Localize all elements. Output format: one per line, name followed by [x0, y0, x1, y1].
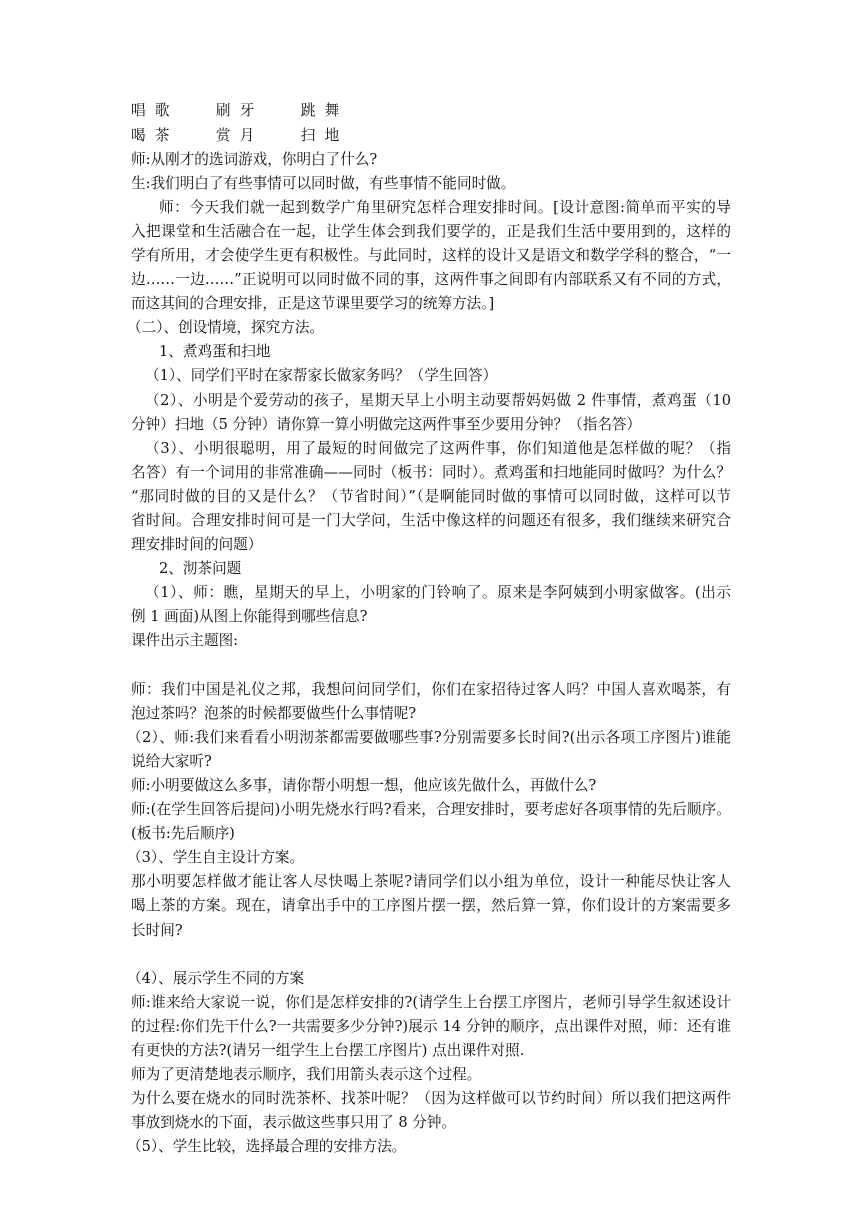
paragraph-line: 师:(在学生回答后提问)小明先烧水行吗?看来，合理安排时，要考虑好各项事情的先后顺序。	[131, 801, 731, 818]
paragraph-line: （3）、小明很聪明，用了最短的时间做完了这两件事，你们知道他是怎样做的呢？（指	[145, 440, 731, 457]
paragraph-line: (板书:先后顺序)	[131, 825, 235, 842]
paragraph-line: 分钟）扫地（5 分钟）请你算一算小明做完这两件事至少要用分钟？（指名答）	[131, 416, 642, 433]
paragraph-line: 边……一边……”正说明可以同时做不同的事，这两件事之间即有内部联系又有不同的方式，	[131, 271, 731, 288]
text-line: （1）、同学们平时在家帮家长做家务吗？（学生回答）	[145, 367, 498, 384]
subsection-heading: 2、沏茶问题	[159, 560, 242, 577]
word-row-1: 唱 歌 刷 牙 跳 舞	[131, 102, 340, 119]
paragraph-line: 名答）有一个词用的非常准确——同时（板书：同时）。煮鸡蛋和扫地能同时做吗？为什么？	[131, 464, 731, 481]
text-line: 师:从刚才的选词游戏，你明白了什么?	[131, 151, 378, 168]
paragraph-line: （2）、小明是个爱劳动的孩子，星期天早上小明主动要帮妈妈做 2 件事情，煮鸡蛋（10	[145, 392, 731, 409]
paragraph-line: （2）、师:我们来看看小明沏茶都需要做哪些事?分别需要多长时间?(出示各项工序图片)谁能	[127, 729, 731, 746]
paragraph-line: 师:谁来给大家说一说，你们是怎样安排的?(请学生上台摆工序图片，老师引导学生叙述设计	[131, 994, 731, 1011]
paragraph-line: （1）、师：瞧，星期天的早上，小明家的门铃响了。原来是李阿姨到小明家做客。(出示	[145, 584, 731, 601]
paragraph-line: 例 1 画面)从图上你能得到哪些信息?	[131, 608, 368, 625]
paragraph-line: 喝上茶的方案。现在，请拿出手中的工序图片摆一摆，然后算一算，你们设计的方案需要多	[131, 897, 731, 914]
paragraph-line: 省时间。合理安排时间可是一门大学问，生活中像这样的问题还有很多，我们继续来研究合	[131, 512, 731, 529]
text-line: 师为了更清楚地表示顺序，我们用箭头表示这个过程。	[131, 1066, 482, 1083]
subsection-heading: 1、煮鸡蛋和扫地	[159, 343, 271, 360]
paragraph-line: 事放到烧水的下面，表示做这些事只用了 8 分钟。	[131, 1114, 457, 1131]
paragraph-line: 说给大家听?	[131, 753, 212, 770]
paragraph-line: 而这其间的合理安排，正是这节课里要学习的统筹方法。]	[131, 295, 495, 312]
paragraph-line: 长时间?	[131, 922, 183, 939]
paragraph-line: 那小明要怎样做才能让客人尽快喝上茶呢?请同学们以小组为单位，设计一种能尽快让客人	[131, 873, 731, 890]
paragraph-line: “那同时做的目的又是什么？（节省时间）”（是啊能同时做的事情可以同时做，这样可以节	[131, 488, 731, 505]
paragraph-line: 泡过茶吗？泡茶的时候都要做些什么事情呢?	[131, 705, 417, 722]
text-line: 生:我们明白了有些事情可以同时做，有些事情不能同时做。	[131, 175, 516, 192]
text-line: （5）、学生比较，选择最合理的安排方法。	[127, 1138, 407, 1155]
paragraph-line: 为什么要在烧水的同时洗茶杯、找茶叶呢？（因为这样做可以节约时间）所以我们把这两件	[131, 1090, 731, 1107]
text-line: （4）、展示学生不同的方案	[127, 970, 305, 987]
paragraph-line: 学有所用，才会使学生更有积极性。与此同时，这样的设计又是语文和数学学科的整合，“一	[131, 247, 731, 264]
paragraph-line: 师：我们中国是礼仪之邦，我想问问同学们，你们在家招待过客人吗？中国人喜欢喝茶，有	[131, 681, 731, 698]
paragraph-line: 入把课堂和生活融合在一起，让学生体会到我们要学的，正是我们生活中要用到的，这样的	[131, 223, 731, 240]
paragraph-line: 师：今天我们就一起到数学广角里研究怎样合理安排时间。[设计意图:简单而平实的导	[159, 199, 731, 216]
section-heading: （二）、创设情境，探究方法。	[127, 319, 325, 336]
text-line: （3）、学生自主设计方案。	[127, 849, 305, 866]
paragraph-line: 有更快的方法?(请另一组学生上台摆工序图片) 点出课件对照.	[131, 1042, 525, 1059]
word-row-2: 喝 茶 赏 月 扫 地	[131, 127, 340, 144]
text-line: 课件出示主题图:	[131, 632, 239, 649]
text-line: 师:小明要做这么多事，请你帮小明想一想，他应该先做什么，再做什么?	[131, 777, 597, 794]
paragraph-line: 的过程:你们先干什么?一共需要多少分钟?)展示 14 分钟的顺序，点出课件对照，师：还有谁	[131, 1018, 731, 1035]
paragraph-line: 理安排时间的问题）	[131, 536, 263, 553]
